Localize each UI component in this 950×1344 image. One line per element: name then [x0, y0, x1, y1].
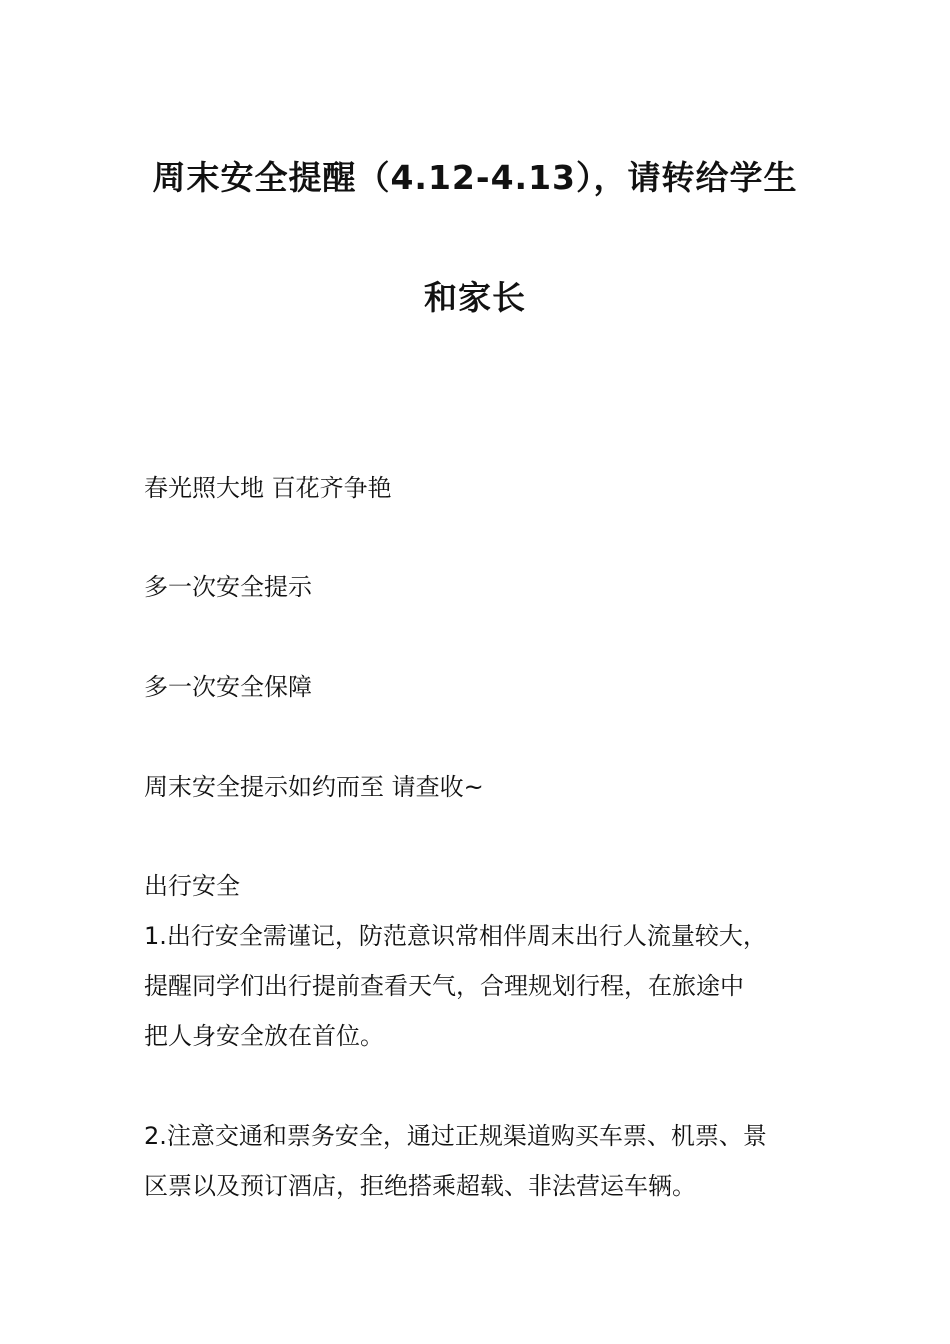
- intro-line: 周末安全提示如约而至 请查收~: [144, 773, 484, 801]
- body-paragraph-line: 提醒同学们出行提前查看天气，合理规划行程，在旅途中: [144, 972, 744, 1000]
- body-paragraph-line: 1.出行安全需谨记，防范意识常相伴周末出行人流量较大，: [144, 922, 767, 950]
- document-title: 周末安全提醒（4.12-4.13），请转给学生: [152, 158, 798, 197]
- body-paragraph-line: 区票以及预订酒店，拒绝搭乘超载、非法营运车辆。: [144, 1172, 696, 1200]
- document-title-continued: 和家长: [424, 278, 526, 317]
- body-paragraph-line: 2.注意交通和票务安全，通过正规渠道购买车票、机票、景: [144, 1122, 767, 1150]
- intro-line: 多一次安全保障: [144, 673, 312, 701]
- section-heading: 出行安全: [144, 872, 240, 900]
- body-paragraph-line: 把人身安全放在首位。: [144, 1022, 384, 1050]
- intro-line: 多一次安全提示: [144, 573, 312, 601]
- intro-line: 春光照大地 百花齐争艳: [144, 474, 392, 502]
